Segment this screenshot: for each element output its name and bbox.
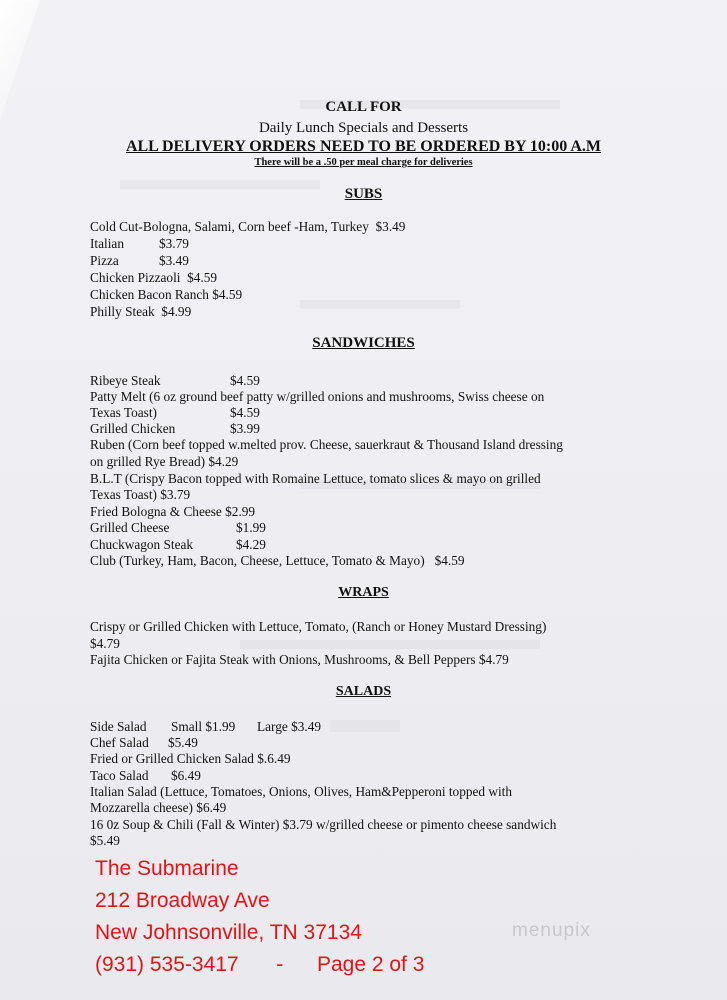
- header-call-for: CALL FOR: [325, 99, 402, 115]
- section-title-sandwiches: SANDWICHES: [312, 335, 415, 351]
- item-name: Cold Cut-Bologna, Salami, Corn beef -Ham, Turkey: [90, 219, 369, 234]
- item-name: Side Salad: [90, 719, 147, 734]
- restaurant-address: 212 Broadway Ave: [95, 889, 270, 912]
- header-delivery-charge: There will be a .50 per meal charge for deliveries: [254, 157, 473, 168]
- list-item: Fried or Grilled Chicken Salad $.6.49: [90, 751, 291, 766]
- item-name: Pizza: [90, 253, 119, 268]
- list-item: [90, 219, 405, 235]
- list-item: Fajita Chicken or Fajita Steak with Onions, Mushrooms, & Bell Peppers $4.79: [90, 652, 509, 667]
- list-item: [90, 719, 321, 735]
- list-item: [90, 253, 189, 269]
- list-item: on grilled Rye Bread) $4.29: [90, 454, 239, 469]
- restaurant-city: New Johnsonville, TN 37134: [95, 921, 362, 944]
- item-price: $3.49: [375, 219, 406, 234]
- item-price: $4.59: [434, 553, 465, 568]
- section-title-subs: SUBS: [344, 186, 383, 202]
- list-item: Ruben (Corn beef topped w.melted prov. Cheese, sauerkraut & Thousand Island dressing: [90, 437, 563, 452]
- header-daily-specials: Daily Lunch Specials and Desserts: [258, 120, 469, 136]
- section-title-wraps: WRAPS: [338, 585, 389, 600]
- menupix-watermark: menupix: [512, 920, 591, 941]
- item-price: $4.59: [230, 373, 260, 388]
- list-item: [90, 537, 266, 553]
- item-price-large: Large $3.49: [257, 719, 322, 734]
- page-indicator: Page 2 of 3: [316, 953, 425, 976]
- list-item: [90, 373, 260, 389]
- item-name: Chuckwagon Steak: [90, 537, 194, 552]
- list-item: Fried Bologna & Cheese $2.99: [90, 504, 256, 519]
- section-title-salads: SALADS: [335, 684, 392, 699]
- item-price: $4.29: [236, 537, 266, 552]
- list-item: Italian Salad (Lettuce, Tomatoes, Onions, Olives, Ham&Pepperoni topped with: [90, 784, 513, 799]
- list-item: [90, 405, 260, 421]
- list-item: $5.49: [90, 833, 120, 848]
- list-item: [90, 270, 217, 286]
- item-name: Ribeye Steak: [90, 373, 161, 388]
- list-item: [90, 520, 266, 536]
- item-name: Chicken Pizzaoli: [90, 270, 181, 285]
- phone-number: (931) 535-3417: [95, 953, 239, 976]
- list-item: Crispy or Grilled Chicken with Lettuce, Tomato, (Ranch or Honey Mustard Dressing): [90, 619, 547, 634]
- item-name: Club (Turkey, Ham, Bacon, Cheese, Lettuce, Tomato & Mayo): [90, 553, 425, 568]
- header-delivery-notice: ALL DELIVERY ORDERS NEED TO BE ORDERED BY 10:00 A.M: [125, 138, 602, 155]
- item-name: Chicken Bacon Ranch: [90, 287, 209, 302]
- item-name: Philly Steak: [90, 304, 155, 319]
- list-item: [90, 236, 189, 252]
- item-name: Taco Salad: [90, 768, 149, 783]
- item-price: $5.49: [168, 735, 198, 750]
- list-item: B.L.T (Crispy Bacon topped with Romaine Lettuce, tomato slices & mayo on grilled: [90, 471, 541, 486]
- list-item: Patty Melt (6 oz ground beef patty w/grilled onions and mushrooms, Swiss cheese on: [90, 389, 545, 404]
- item-price: $1.99: [236, 520, 266, 535]
- item-name: Grilled Chicken: [90, 421, 176, 436]
- item-name: Texas Toast): [90, 405, 157, 420]
- list-item: Mozzarella cheese) $6.49: [90, 800, 227, 815]
- list-item: [90, 287, 242, 303]
- item-price: $3.79: [159, 236, 189, 251]
- item-price: $3.49: [159, 253, 189, 268]
- list-item: [90, 735, 198, 751]
- list-item: Texas Toast) $3.79: [90, 487, 191, 502]
- item-price: $4.59: [187, 270, 218, 285]
- restaurant-phone-line: [95, 953, 424, 977]
- list-item: 16 0z Soup & Chili (Fall & Winter) $3.79 w/grilled cheese or pimento cheese sandwich: [90, 817, 557, 832]
- separator-dash: -: [276, 953, 284, 976]
- item-price: $3.99: [230, 421, 260, 436]
- item-price: $6.49: [171, 768, 201, 783]
- item-price-small: Small $1.99: [171, 719, 236, 734]
- item-name: Chef Salad: [90, 735, 149, 750]
- list-item: [90, 421, 260, 437]
- restaurant-name: The Submarine: [95, 857, 239, 880]
- list-item: [90, 304, 191, 320]
- item-name: Grilled Cheese: [90, 520, 170, 535]
- item-price: $4.99: [161, 304, 192, 319]
- item-name: Italian: [90, 236, 124, 251]
- list-item: [90, 768, 201, 784]
- list-item: $4.79: [90, 636, 120, 651]
- item-price: $4.59: [212, 287, 243, 302]
- item-price: $4.59: [230, 405, 260, 420]
- list-item: [90, 553, 465, 569]
